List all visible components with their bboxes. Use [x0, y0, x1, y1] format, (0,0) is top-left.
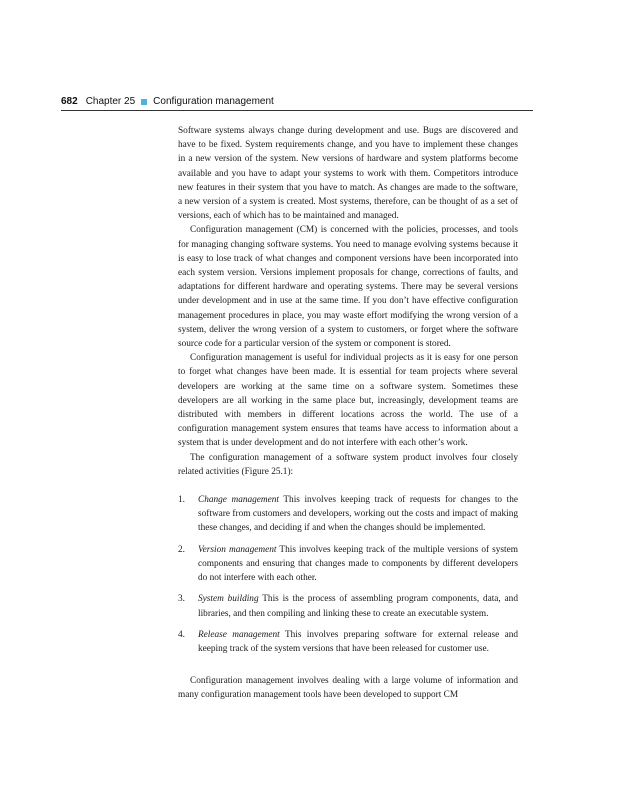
- chapter-label: Chapter 25: [85, 96, 136, 107]
- list-number: 4.: [178, 629, 185, 640]
- paragraph: The configuration management of a software system product involves four closely related activities (Figure 25.1):: [178, 452, 518, 477]
- list-text: This involves preparing software for external release and keeping track of the system versions that have been released for customer use.: [198, 629, 518, 654]
- page-number: 682: [61, 96, 78, 107]
- list-term: System building: [198, 594, 259, 605]
- list-term: Version management: [198, 544, 277, 555]
- paragraph: Configuration management (CM) is concerned with the policies, processes, and tools for managing changing software systems. You need to manage evolving systems because it is easy to lose track of what changes and component versions have been incorporated into each system version. Versions implement proposals for change, corrections of faults, and adaptations for different hardware and operating systems. There may be several versions under development and in use at the same time. If you don’t have effective configuration management procedures in place, you may waste effort modifying the wrong version of a system, deliver the wrong version of a system to customers, or forget where the software source code for a particular version of the system or component is stored.: [178, 225, 518, 350]
- square-bullet-icon: [141, 99, 147, 105]
- body-text: [178, 124, 518, 703]
- section-title: Configuration management: [153, 96, 274, 107]
- list-item: [178, 543, 518, 586]
- list-term: Change management: [198, 495, 279, 506]
- paragraph: Configuration management involves dealing with a large volume of information and many configuration management tools have been developed to support CM: [178, 676, 518, 701]
- list-number: 3.: [178, 594, 185, 605]
- running-header: [61, 96, 533, 107]
- list-item: [178, 493, 518, 536]
- activity-list: [178, 493, 518, 656]
- list-number: 2.: [178, 544, 185, 555]
- paragraph: Software systems always change during development and use. Bugs are discovered and have to be fixed. System requirements change, and you have to implement these changes in a new version of the system. New versions of hardware and system platforms become available and you have to adapt your systems to work with them. Competitors introduce new features in their system that you have to match. As changes are made to the software, a new version of a system is created. Most systems, therefore, can be thought of as a set of versions, each of which has to be maintained and managed.: [178, 126, 518, 222]
- paragraph: Configuration management is useful for individual projects as it is easy for one person to forget what changes have been made. It is essential for team projects where several developers are working at the same time on a software system. Sometimes these developers are all working in the same place but, increasingly, development teams are distributed with members in different locations across the world. The use of a configuration management system ensures that teams have access to information about a system that is under development and do not interfere with each other’s work.: [178, 353, 518, 449]
- list-text: This is the process of assembling program components, data, and libraries, and then compiling and linking these to create an executable system.: [198, 594, 518, 619]
- list-text: This involves keeping track of the multiple versions of system components and ensuring that changes made to components by different developers do not interfere with each other.: [198, 544, 518, 584]
- list-text: This involves keeping track of requests for changes to the software from customers and developers, working out the costs and impact of making these changes, and deciding if and when the changes should be implemented.: [198, 495, 518, 534]
- header-rule: [61, 110, 533, 111]
- list-item: [178, 628, 518, 656]
- list-number: 1.: [178, 495, 185, 506]
- list-term: Release management: [198, 629, 280, 640]
- list-item: [178, 592, 518, 620]
